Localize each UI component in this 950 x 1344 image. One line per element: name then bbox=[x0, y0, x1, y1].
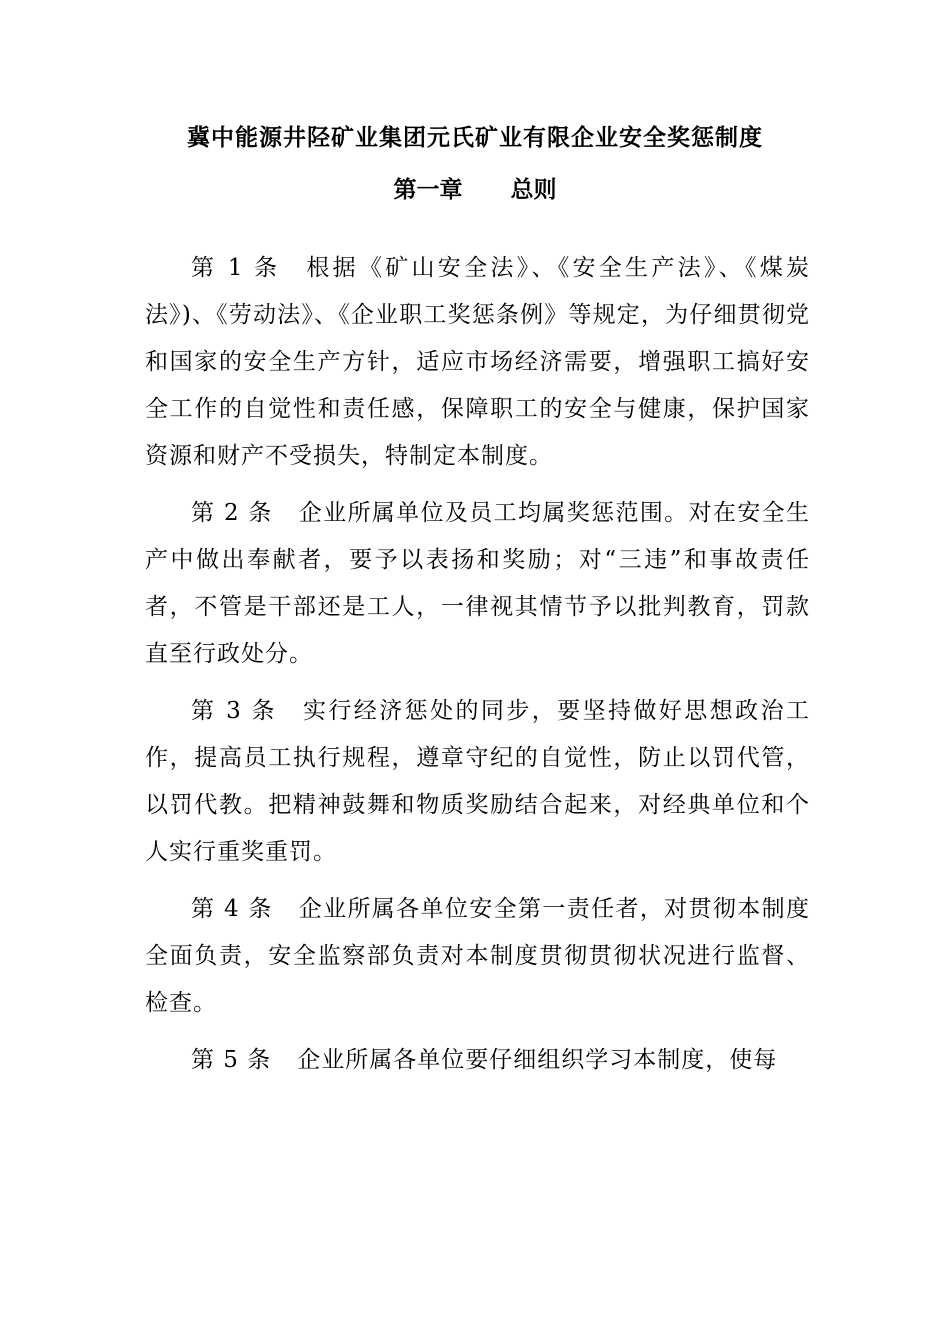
article-text: 根据《矿山安全法》、《安全生产法》、《煤炭法》)、《劳动法》、《企业职工奖惩条例》等规定，为仔细贯彻党和国家的安全生产方针，适应市场经济需要，增强职工搞好安全工作的自觉性和责任感，保障职工的安全与健康，保护国家资源和财产不受损失，特制定本制度。 bbox=[145, 255, 811, 469]
article-text: 实行经济惩处的同步，要坚持做好思想政治工作，提高员工执行规程，遵章守纪的自觉性，防止以罚代管，以罚代教。把精神鼓舞和物质奖励结合起来，对经典单位和个人实行重奖重罚。 bbox=[145, 698, 810, 865]
article-text: 企业所属各单位要仔细组织学习本制度，使每 bbox=[297, 1047, 778, 1073]
article-number: 第 3 条 bbox=[191, 698, 277, 724]
chapter-number: 第一章 bbox=[393, 177, 463, 203]
article-number: 第 2 条 bbox=[191, 500, 273, 526]
article-5 bbox=[145, 1037, 810, 1084]
article-text: 企业所属单位及员工均属奖惩范围。对在安全生产中做出奉献者，要予以表扬和奖励；对“三违”和事故责任者，不管是干部还是工人，一律视其情节予以批判教育，罚款直至行政处分。 bbox=[145, 500, 810, 667]
article-3 bbox=[145, 688, 810, 876]
chapter-heading bbox=[0, 170, 950, 210]
article-number: 第 4 条 bbox=[191, 896, 273, 922]
chapter-name: 总则 bbox=[510, 177, 557, 203]
document-title: 冀中能源井陉矿业集团元氏矿业有限企业安全奖惩制度 bbox=[187, 125, 763, 151]
article-2 bbox=[145, 490, 810, 678]
article-1 bbox=[145, 245, 810, 480]
article-number: 第 5 条 bbox=[191, 1047, 272, 1073]
document-body bbox=[145, 245, 810, 1094]
article-4 bbox=[145, 886, 810, 1027]
article-number: 第 1 条 bbox=[191, 255, 281, 281]
article-text: 企业所属各单位安全第一责任者，对贯彻本制度全面负责，安全监察部负责对本制度贯彻贯彻状况进行监督、检查。 bbox=[145, 896, 810, 1016]
